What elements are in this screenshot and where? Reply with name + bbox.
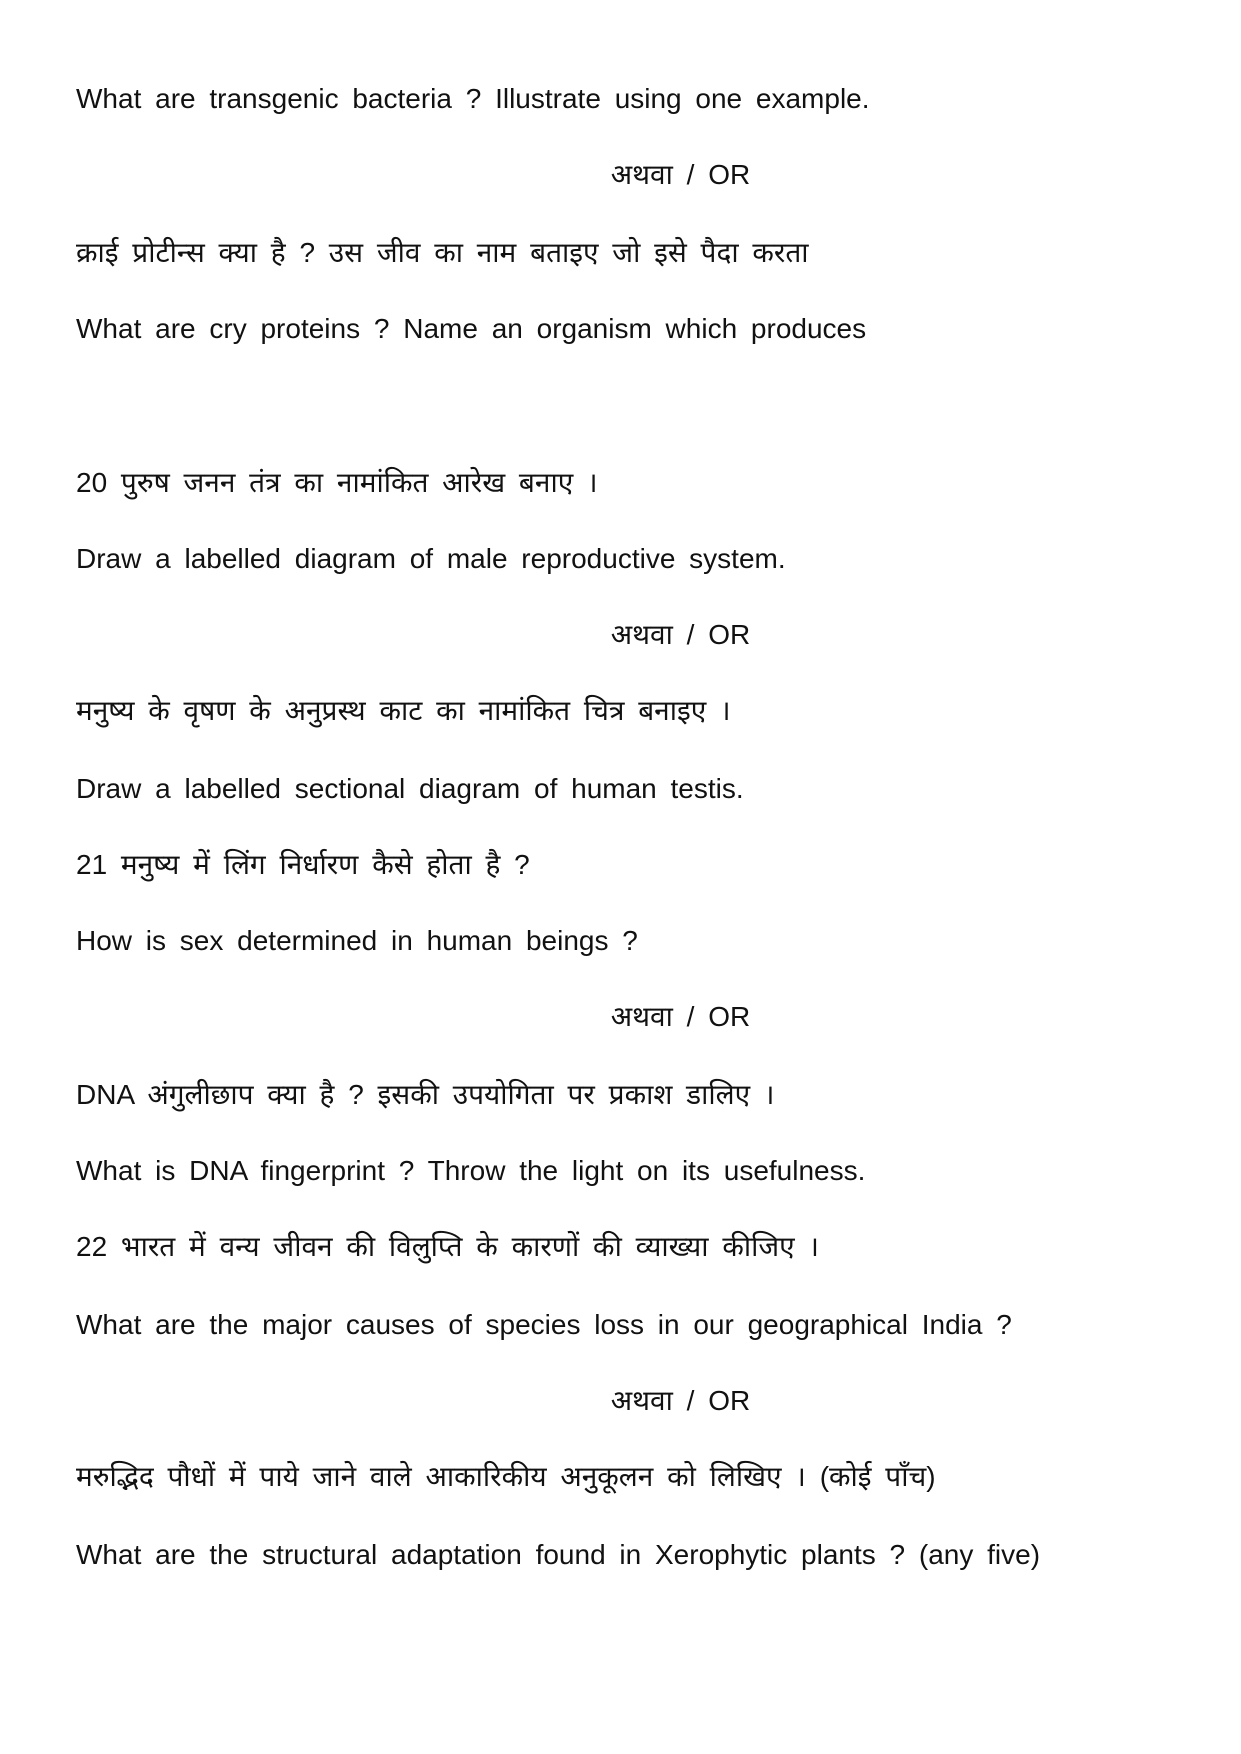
question-19-alt-english-text: What are cry proteins ? Name an organism which produces [76, 313, 867, 344]
question-21-hindi-text: 21 मनुष्य में लिंग निर्धारण कैसे होता है ? [76, 849, 530, 880]
question-22-alt-hindi-text: मरुद्भिद पौधों में पाये जाने वाले आकारिकीय अनुकूलन को लिखिए । (कोई पाँच) [76, 1461, 936, 1492]
question-22-alt-english-text: What are the structural adaptation found in Xerophytic plants ? (any five) [76, 1539, 1041, 1570]
question-21-alt-english-text: What is DNA fingerprint ? Throw the light on its usefulness. [76, 1155, 866, 1186]
question-22-hindi-text: 22 भारत में वन्य जीवन की विलुप्ति के कारणों की व्याख्या कीजिए । [76, 1231, 819, 1262]
question-20-alt-hindi-text: मनुष्य के वृषण के अनुप्रस्थ काट का नामांकित चित्र बनाइए । [76, 695, 731, 726]
or-separator [0, 618, 1241, 652]
question-20-alt-english-text: Draw a labelled sectional diagram of human testis. [76, 773, 744, 804]
or-separator-label: अथवा / OR [610, 1385, 751, 1416]
or-separator-label: अथवा / OR [610, 1001, 751, 1032]
question-21-english-text: How is sex determined in human beings ? [76, 925, 638, 956]
question-20-hindi-text: 20 पुरुष जनन तंत्र का नामांकित आरेख बनाए । [76, 467, 598, 498]
question-21-alt-hindi-text: DNA अंगुलीछाप क्या है ? इसकी उपयोगिता पर प्रकाश डालिए । [76, 1079, 775, 1110]
question-22-english-text: What are the major causes of species loss in our geographical India ? [76, 1309, 1012, 1340]
question-19-alt-hindi-text: क्राई प्रोटीन्स क्या है ? उस जीव का नाम बताइए जो इसे पैदा करता [76, 237, 809, 268]
or-separator-label: अथवा / OR [610, 619, 751, 650]
or-separator-label: अथवा / OR [610, 159, 751, 190]
question-20-english-text: Draw a labelled diagram of male reproductive system. [76, 543, 786, 574]
or-separator [0, 1000, 1241, 1034]
or-separator [0, 158, 1241, 192]
or-separator [0, 1384, 1241, 1418]
question-19-english-text: What are transgenic bacteria ? Illustrate using one example. [76, 83, 870, 114]
